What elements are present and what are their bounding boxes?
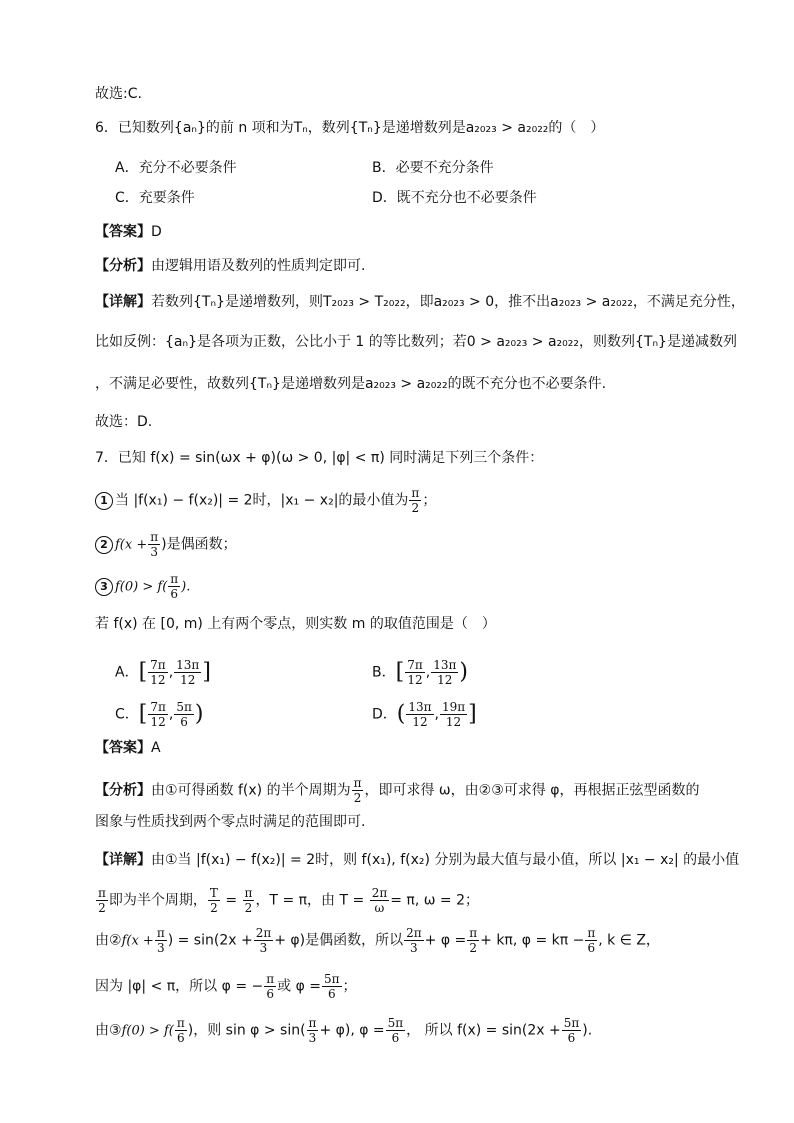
detail-text: 若数列{Tₙ}是递增数列，则T₂₀₂₃ > T₂₀₂₂，即a₂₀₂₃ > 0，推不出a₂₀₂₃ > a₂₀₂₂，不满足充分性，	[151, 294, 745, 310]
q6-conclusion: 故选：D.	[95, 414, 153, 430]
fraction-pi-over-6: $\frac{\pi}{6}$	[170, 572, 179, 601]
q6-option-d: D．既不充分也不必要条件	[372, 190, 537, 206]
q6-detail-line-2: 比如反例：{aₙ}是各项为正数，公比小于 1 的等比数列；若0 > a₂₀₂₃ > a₂₀₂₂，则数列{Tₙ}是递减数列	[95, 334, 737, 350]
q7-detail-line-4: 因为 |φ| < π，所以 φ = − $\frac{\pi}{6}$ 或 φ = $\frac{5\pi}{6}$ ；	[95, 972, 357, 1001]
q7-option-d: D．( $\frac{13\pi}{12}$ , $\frac{19\pi}{12}$ ]	[372, 700, 477, 729]
analysis-tag: 【分析】	[95, 258, 151, 274]
q7-condition-1: 1 当 |f(x₁) − f(x₂)| = 2时，|x₁ − x₂|的最小值为 $\frac{\pi}{2}$ ；	[95, 486, 436, 515]
q7-detail-line-1: 【详解】由①当 |f(x₁) − f(x₂)| = 2时，则 f(x₁), f(x₂) 分别为最大值与最小值，所以 |x₁ − x₂| 的最小值	[95, 852, 740, 868]
q7-condition-3: 3 f(0) > f( $\frac{\pi}{6}$ ).	[95, 572, 190, 601]
q6-answer	[95, 222, 162, 242]
q7-stem: 7．已知 f(x) = sin(ωx + φ)(ω > 0, |φ| < π) 同时满足下列三个条件：	[95, 450, 544, 466]
answer-tag: 【答案】	[95, 224, 151, 240]
q6-option-a: A．充分不必要条件	[115, 160, 237, 176]
circled-number-3: 3	[95, 578, 113, 596]
q6-stem: 6．已知数列{aₙ}的前 n 项和为Tₙ，数列{Tₙ}是递增数列是a₂₀₂₃ > a₂₀₂₂的（ ）	[95, 120, 605, 136]
condition-text: 当 |f(x₁) − f(x₂)| = 2时，|x₁ − x₂|的最小值为	[115, 492, 409, 509]
q6-analysis	[95, 256, 365, 276]
q7-option-c: C．[ $\frac{7\pi}{12}$ , $\frac{5\pi}{6}$ )	[115, 700, 204, 729]
q7-detail-line-3: 由②f(x + $\frac{\pi}{3}$ ) = sin(2x + $\frac{2\pi}{3}$ + φ)是偶函数，所以 $\frac{2\pi}{3}$ + φ = $\frac{\pi}{2}$ + kπ, φ = kπ − $\frac{\pi}{6}$ , k ∈ Z，	[95, 926, 660, 955]
q7-question: 若 f(x) 在 [0, m) 上有两个零点，则实数 m 的取值范围是（ ）	[95, 616, 496, 632]
q7-option-a: A．[ $\frac{7\pi}{12}$ , $\frac{13\pi}{12}$ ]	[115, 658, 211, 687]
q6-detail-line-3: ，不满足必要性，故数列{Tₙ}是递增数列是a₂₀₂₃ > a₂₀₂₂的既不充分也不必要条件.	[95, 376, 607, 392]
q7-detail-line-5: 由③f(0) > f( $\frac{\pi}{6}$ )，则 sin φ > sin( $\frac{\pi}{3}$ + φ), φ = $\frac{5\pi}{6}$ ， 所以 f(x) = sin(2x + $\frac{5\pi}{6}$ ).	[95, 1016, 593, 1045]
q6-detail-line-1	[95, 292, 745, 312]
q7-detail-line-2: $\frac{\pi}{2}$ 即为半个周期， $\frac{T}{2}$ = $\frac{\pi}{2}$ ，T = π，由 T = $\frac{2\pi}{\omega}$ = π, ω = 2；	[98, 886, 479, 915]
q7-answer: 【答案】A	[95, 740, 161, 756]
q6-option-b: B．必要不充分条件	[372, 160, 494, 176]
detail-tag: 【详解】	[95, 294, 151, 310]
prev-conclusion: 故选:C.	[95, 86, 142, 102]
answer-value: D	[151, 224, 162, 240]
q7-analysis-line-1: 【分析】由①可得函数 f(x) 的半个周期为 $\frac{\pi}{2}$ ，即可求得 ω，由②③可求得 φ，再根据正弦型函数的	[95, 776, 700, 805]
circled-number-1: 1	[95, 492, 113, 510]
q7-condition-2: 2 f(x + $\frac{\pi}{3}$ )是偶函数；	[95, 530, 237, 559]
circled-number-2: 2	[95, 536, 113, 554]
q7-option-b: B．[ $\frac{7\pi}{12}$ , $\frac{13\pi}{12}$ )	[372, 658, 468, 687]
fraction-pi-over-2: $\frac{\pi}{2}$	[411, 486, 420, 515]
analysis-text: 由逻辑用语及数列的性质判定即可.	[151, 258, 366, 274]
q6-option-c: C．充要条件	[115, 190, 195, 206]
q7-analysis-line-2: 图象与性质找到两个零点时满足的范围即可.	[95, 814, 366, 830]
fraction-pi-over-3: $\frac{\pi}{3}$	[150, 530, 159, 559]
